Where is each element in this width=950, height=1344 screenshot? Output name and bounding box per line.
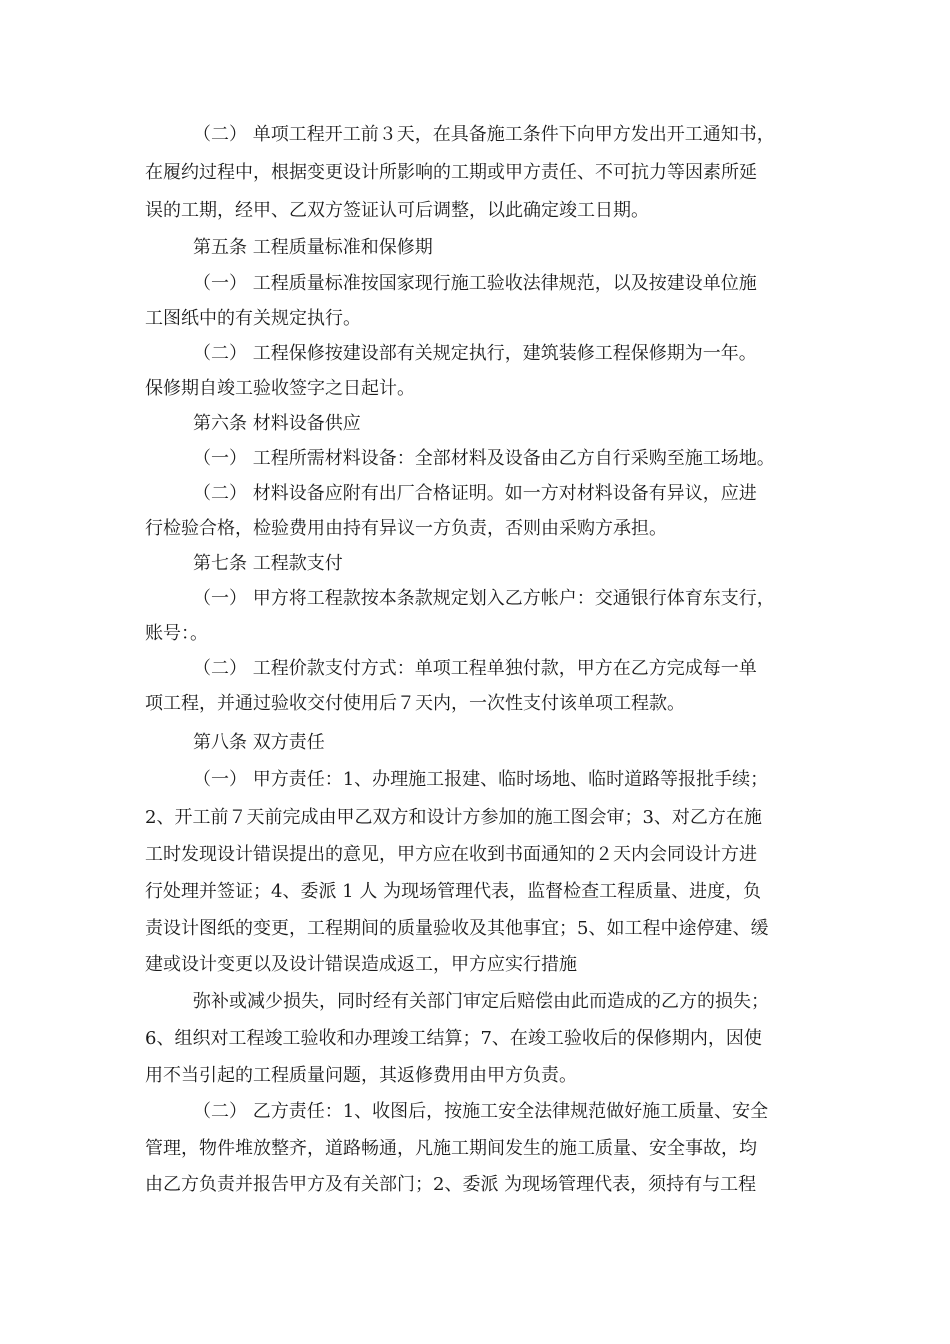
paragraph-line: 行检验合格，检验费用由持有异议一方负责，否则由采购方承担。 — [145, 518, 667, 539]
paragraph-line: （一） 工程质量标准按国家现行施工验收法律规范，以及按建设单位施 — [193, 273, 757, 294]
article-heading: 第八条 双方责任 — [193, 732, 325, 753]
paragraph-line: 用不当引起的工程质量问题，其返修费用由甲方负责。 — [145, 1065, 577, 1086]
paragraph-line: 账号：。 — [145, 623, 208, 644]
paragraph-line: （二） 单项工程开工前３天，在具备施工条件下向甲方发出开工通知书， — [193, 124, 775, 145]
paragraph-line: 在履约过程中，根据变更设计所影响的工期或甲方责任、不可抗力等因素所延 — [145, 162, 757, 183]
paragraph-line: （一） 甲方将工程款按本条款规定划入乙方帐户：交通银行体育东支行， — [193, 588, 775, 609]
paragraph-line: （一） 工程所需材料设备：全部材料及设备由乙方自行采购至施工场地。 — [193, 448, 775, 469]
paragraph-line: （二） 工程保修按建设部有关规定执行，建筑装修工程保修期为一年。 — [193, 343, 757, 364]
paragraph-line: 误的工期，经甲、乙双方签证认可后调整，以此确定竣工日期。 — [145, 200, 649, 221]
article-heading: 第六条 材料设备供应 — [193, 413, 361, 434]
paragraph-line: 责设计图纸的变更，工程期间的质量验收及其他事宜；5、如工程中途停建、缓 — [145, 918, 769, 939]
article-heading: 第五条 工程质量标准和保修期 — [193, 237, 433, 258]
paragraph-line: 工图纸中的有关规定执行。 — [145, 308, 361, 329]
paragraph-line: （一） 甲方责任：1、办理施工报建、临时场地、临时道路等报批手续； — [193, 769, 769, 790]
paragraph-line: （二） 材料设备应附有出厂合格证明。如一方对材料设备有异议，应进 — [193, 483, 757, 504]
paragraph-line: 工时发现设计错误提出的意见，甲方应在收到书面通知的２天内会同设计方进 — [145, 844, 757, 865]
paragraph-line: （二） 乙方责任：1、收图后，按施工安全法律规范做好施工质量、安全 — [193, 1101, 769, 1122]
paragraph-line: 由乙方负责并报告甲方及有关部门；2、委派 为现场管理代表，须持有与工程 — [145, 1174, 757, 1195]
paragraph-line: 弥补或减少损失，同时经有关部门审定后赔偿由此而造成的乙方的损失； — [193, 991, 769, 1012]
article-heading: 第七条 工程款支付 — [193, 553, 343, 574]
paragraph-line: 保修期自竣工验收签字之日起计。 — [145, 378, 415, 399]
paragraph-line: 行处理并签证；4、委派 1 人 为现场管理代表，监督检查工程质量、进度，负 — [145, 881, 762, 902]
paragraph-line: （二） 工程价款支付方式：单项工程单独付款，甲方在乙方完成每一单 — [193, 658, 757, 679]
paragraph-line: 项工程，并通过验收交付使用后７天内，一次性支付该单项工程款。 — [145, 693, 685, 714]
paragraph-line: 管理，物件堆放整齐，道路畅通，凡施工期间发生的施工质量、安全事故，均 — [145, 1138, 757, 1159]
paragraph-line: 2、开工前７天前完成由甲乙双方和设计方参加的施工图会审；3、对乙方在施 — [145, 807, 762, 828]
paragraph-line: 建或设计变更以及设计错误造成返工，甲方应实行措施 — [145, 954, 577, 975]
paragraph-line: 6、组织对工程竣工验收和办理竣工结算；7、在竣工验收后的保修期内，因使 — [145, 1028, 762, 1049]
